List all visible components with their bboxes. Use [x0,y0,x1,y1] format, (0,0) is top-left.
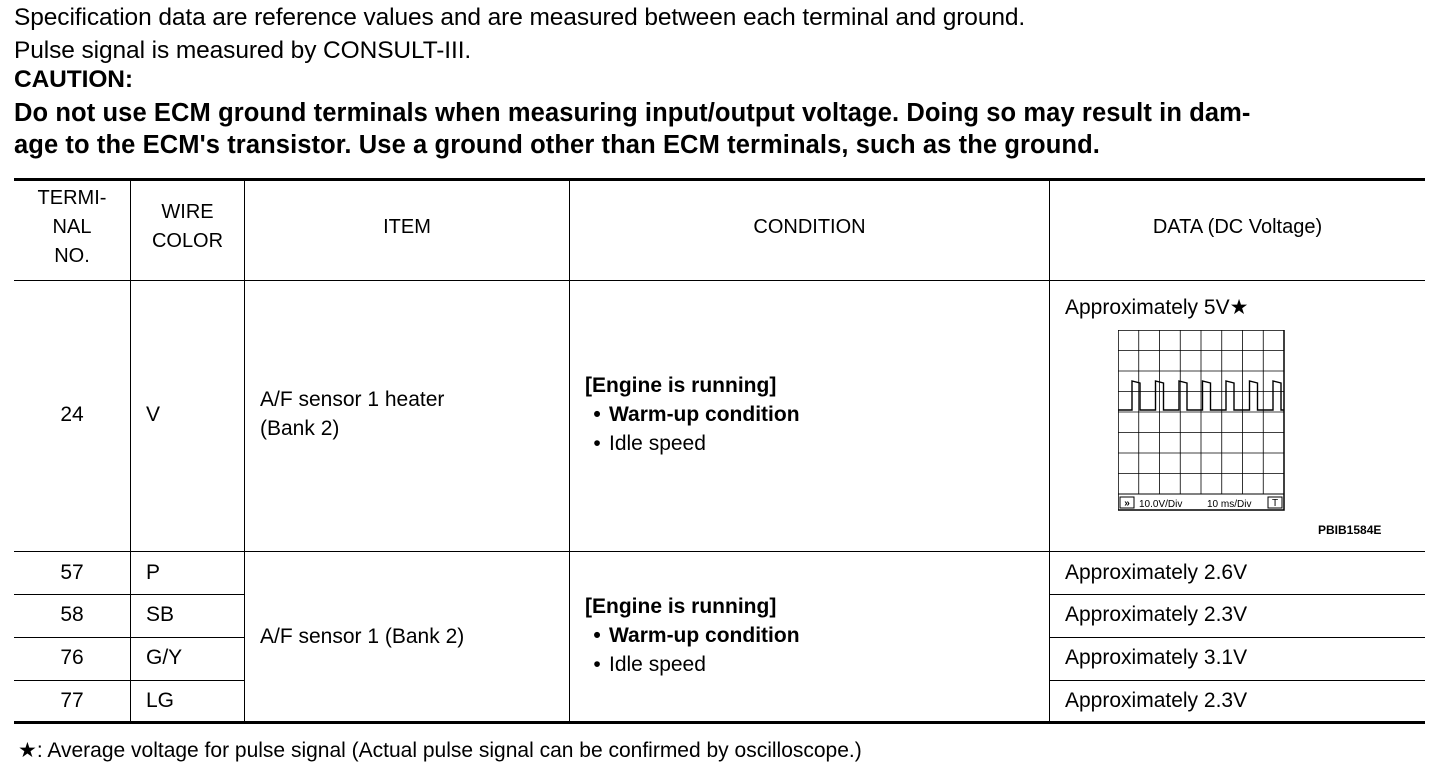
condition-text [585,592,800,679]
header-terminal-line: NO. [54,245,90,267]
condition-text [585,371,800,458]
caution-line-2: age to the ECM's transistor. Use a ground other than ECM terminals, such as the ground. [14,131,1100,159]
header-wire-line: WIRE [161,201,214,223]
wire-color: LG [146,689,175,712]
header-terminal-no [14,184,130,271]
data-value: Approximately 5V★ [1065,296,1249,319]
item-line: (Bank 2) [260,417,340,440]
wire-color: P [146,561,161,584]
caution-label: CAUTION: [14,66,133,93]
condition-head: [Engine is running] [585,595,777,618]
table-bottom-border [14,721,1425,724]
bullet-dot: • [593,653,601,676]
bullet-text: Idle speed [609,653,706,676]
item-text: A/F sensor 1 (Bank 2) [260,625,465,648]
wire-color: SB [146,603,175,626]
row-divider [1049,594,1425,595]
row-divider [1049,637,1425,638]
header-divider [14,280,1425,281]
header-terminal-line: TERMI- [37,187,107,209]
bullet-text: Warm-up condition [609,624,800,647]
row-divider [14,551,1425,552]
data-value: Approximately 3.1V [1065,646,1248,669]
column-divider [1049,181,1050,721]
column-divider [569,181,570,721]
wire-color: V [146,403,161,426]
terminal-no: 57 [60,561,84,584]
row-divider [14,594,244,595]
condition-bullet [585,650,800,679]
figure-code: PBIB1584E [1318,523,1382,537]
bullet-dot: • [593,403,601,426]
scope-volt-div: 10.0V/Div [1139,499,1183,510]
bullet-dot: • [593,624,601,647]
scope-time-div: 10 ms/Div [1207,499,1252,510]
bullet-text: Idle speed [609,432,706,455]
header-condition: CONDITION [753,216,866,238]
terminal-no: 76 [60,646,84,669]
item-line: A/F sensor 1 heater [260,388,445,411]
header-wire-color [131,198,244,256]
data-value: Approximately 2.6V [1065,561,1248,584]
column-divider [130,181,131,721]
footnote: ★: Average voltage for pulse signal (Actual pulse signal can be confirmed by oscilloscope.) [18,739,862,762]
oscilloscope-waveform-figure [1118,330,1288,514]
header-wire-line: COLOR [151,230,224,252]
header-item: ITEM [383,216,431,238]
wire-color: G/Y [146,646,183,669]
bullet-text: Warm-up condition [609,403,800,426]
header-terminal-line: NAL [52,216,92,238]
table-top-border [14,178,1425,181]
terminal-no: 77 [60,689,84,712]
intro-pulse-line: Pulse signal is measured by CONSULT-III. [14,37,472,64]
terminal-no: 24 [60,403,84,426]
column-divider [244,181,245,721]
row-divider [14,680,244,681]
condition-head: [Engine is running] [585,374,777,397]
intro-spec-line: Specification data are reference values and are measured between each terminal and ground. [14,4,1026,31]
scope-right-marker: T [1271,498,1279,509]
row-divider [1049,680,1425,681]
header-data: DATA (DC Voltage) [1152,216,1323,238]
data-value: Approximately 2.3V [1065,689,1248,712]
condition-bullet [585,400,800,429]
scope-left-marker: » [1124,498,1130,509]
data-value: Approximately 2.3V [1065,603,1248,626]
item-text [260,385,444,443]
bullet-dot: • [593,432,601,455]
condition-bullet [585,621,800,650]
condition-bullet [585,429,800,458]
caution-line-1: Do not use ECM ground terminals when measuring input/output voltage. Doing so may result in dam- [14,99,1251,127]
row-divider [14,637,244,638]
terminal-no: 58 [60,603,84,626]
